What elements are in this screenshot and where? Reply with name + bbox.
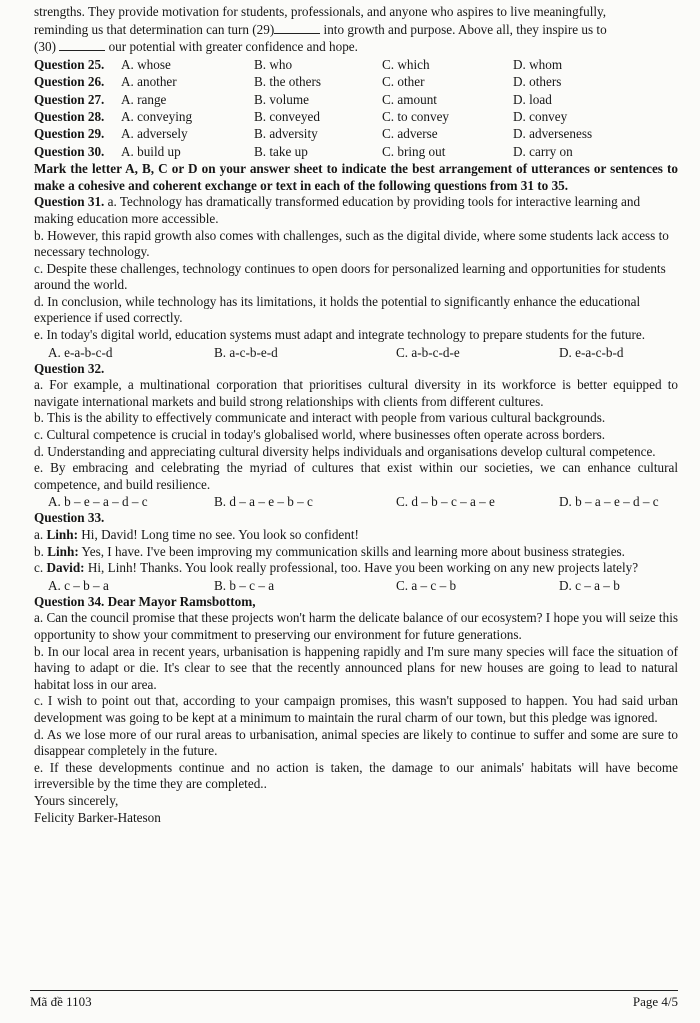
question-label: Question 25. <box>34 56 105 72</box>
option-a: A. another <box>121 74 177 90</box>
section-instruction: Mark the letter A, B, C or D on your answer sheet to indicate the best arrangement of utterances or sentences to make a cohesive and coherent exchange or text in each of the following questions from 31 to 35. <box>34 161 678 193</box>
option-b: B. conveyed <box>254 108 320 124</box>
utterance-text: Hi, David! Long time no see. You look so confident! <box>77 527 359 542</box>
question-list <box>34 56 678 160</box>
question-row-29 <box>34 125 678 142</box>
sentence-c: c. I wish to point out that, according to your campaign promises, this wasn't supposed to happen. You had said urban development was going to be kept at a minimum to maintain the rural charm of our town, but this pledge was ignored. <box>34 693 678 725</box>
answer-options <box>34 493 678 510</box>
page-number: Page 4/5 <box>632 994 678 1009</box>
question-34 <box>34 594 678 826</box>
exam-code: Mã đề 1103 <box>30 994 92 1009</box>
option-a: A. build up <box>121 143 181 159</box>
utterance-text: Hi, Linh! Thanks. You look really professional, too. Have you been working on any new projects lately? <box>84 560 639 576</box>
option-a: A. e-a-b-c-d <box>48 344 113 360</box>
passage-text: reminding us that determination can turn (29) <box>34 21 275 37</box>
option-c: C. which <box>382 56 430 72</box>
utterance-text: Yes, I have. I've been improving my communication skills and learning more about business strategies. <box>78 543 625 559</box>
sentence-a: a. For example, a multinational corporation that prioritises cultural diversity in its workforce is better equipped to navigate international markets and build strong relationships with clients from different cultures. <box>34 377 678 409</box>
question-31 <box>34 194 678 360</box>
sentence-d: d. Understanding and appreciating cultural diversity helps individuals and organisations develop cultural competence. <box>34 443 656 459</box>
option-d: D. e-a-c-b-d <box>559 344 624 360</box>
question-label: Question 29. <box>34 126 105 142</box>
question-row-28 <box>34 108 678 125</box>
sentence-d: d. In conclusion, while technology has its limitations, it holds the potential to significantly enhance the educational experience if used correctly. <box>34 293 641 326</box>
letter-closing: Yours sincerely, <box>34 792 119 808</box>
blank-29 <box>274 21 320 34</box>
option-d: D. carry on <box>513 143 573 159</box>
option-a: A. whose <box>121 56 171 72</box>
sentence-e: e. In today's digital world, education systems must adapt and integrate technology to prepare students for the future. <box>34 327 646 343</box>
question-row-26 <box>34 73 678 90</box>
question-32 <box>34 361 678 511</box>
question-label: Question 27. <box>34 91 105 107</box>
letter-signature: Felicity Barker-Hateson <box>34 809 161 825</box>
option-c: C. a-b-c-d-e <box>396 344 460 360</box>
option-c: C. d – b – c – a – e <box>396 494 495 510</box>
option-b: B. b – c – a <box>214 577 275 593</box>
option-d: D. adverseness <box>513 126 593 142</box>
option-d: D. load <box>513 91 552 107</box>
option-a: A. b – e – a – d – c <box>48 494 148 510</box>
question-label: Question 33. <box>34 510 105 526</box>
utterance-letter: a. <box>34 527 47 542</box>
option-c: C. a – c – b <box>396 577 457 593</box>
sentence-b: b. This is the ability to effectively communicate and interact with people from various cultural backgrounds. <box>34 410 606 426</box>
option-b: B. who <box>254 56 293 72</box>
utterance-letter: b. <box>34 543 48 559</box>
question-label: Question 30. <box>34 143 105 159</box>
speaker-name: David: <box>46 560 85 576</box>
sentence-a: a. Can the council promise that these projects won't harm the delicate balance of our ecosystem? I hope you will seize this opportunity to show your commitment to preserving our environment for future generations. <box>34 610 678 642</box>
option-a: A. adversely <box>121 126 188 142</box>
speaker-name: Linh: <box>47 543 79 559</box>
question-33 <box>34 510 678 593</box>
passage-text: (30) <box>34 39 60 55</box>
option-d: D. c – a – b <box>559 577 620 593</box>
option-d: D. others <box>513 74 562 90</box>
question-row-27 <box>34 91 678 108</box>
question-31-line-a <box>34 194 678 227</box>
passage-text: into growth and purpose. Above all, they inspire us to <box>320 21 607 37</box>
option-c: C. amount <box>382 91 437 107</box>
option-b: B. take up <box>254 143 308 159</box>
sentence-b: b. In our local area in recent years, urbanisation is happening rapidly and I'm sure many species will face the situation of having to adapt or die. It's clear to see that the recently announced plans for new houses are going to lead to natural habitat loss in our area. <box>34 643 678 692</box>
sentence-d: d. As we lose more of our rural areas to urbanisation, animal species are likely to continue to suffer and some are sure to disappear completely in the future. <box>34 726 678 759</box>
option-c: C. to convey <box>382 108 450 124</box>
option-a: A. range <box>121 91 167 107</box>
question-label: Question 26. <box>34 74 105 90</box>
sentence-b: b. However, this rapid growth also comes with challenges, such as the digital divide, where some students lack access to necessary technology. <box>34 227 669 260</box>
question-label: Question 32. <box>34 360 105 376</box>
option-b: B. adversity <box>254 126 318 142</box>
question-row-30 <box>34 143 678 160</box>
option-c: C. other <box>382 74 425 90</box>
passage-line <box>34 21 678 39</box>
passage-line: strengths. They provide motivation for students, professionals, and anyone who aspires to live meaningfully, <box>34 4 607 19</box>
exam-page <box>34 4 678 826</box>
option-d: D. whom <box>513 56 563 72</box>
option-b: B. volume <box>254 91 309 107</box>
sentence-a: a. Technology has dramatically transformed education by providing tools for interactive learning and making education more accessible. <box>34 194 641 226</box>
passage-text: our potential with greater confidence and hope. <box>105 39 358 55</box>
question-row-25 <box>34 56 678 73</box>
option-d: D. convey <box>513 108 568 124</box>
answer-options <box>34 577 678 594</box>
option-a: A. c – b – a <box>48 577 109 593</box>
option-c: C. adverse <box>382 126 438 142</box>
option-a: A. conveying <box>121 108 193 124</box>
question-34-heading <box>34 594 678 611</box>
utterance-b <box>34 544 678 561</box>
answer-options <box>34 344 678 361</box>
speaker-name: Linh: <box>46 527 78 542</box>
utterance-a <box>34 527 678 544</box>
option-c: C. bring out <box>382 143 446 159</box>
sentence-c: c. Despite these challenges, technology continues to open doors for personalized learning and opportunities for students around the world. <box>34 260 666 293</box>
question-label: Question 28. <box>34 108 105 124</box>
sentence-e: e. If these developments continue and no action is taken, the damage to our animals' habitats will have become irreversible by the time they are completed.. <box>34 759 678 792</box>
utterance-letter: c. <box>34 560 47 576</box>
page-footer <box>30 990 678 1011</box>
letter-greeting: Dear Mayor Ramsbottom, <box>104 593 256 609</box>
option-d: D. b – a – e – d – c <box>559 494 659 510</box>
passage-line <box>34 38 678 56</box>
sentence-e: e. By embracing and celebrating the myriad of cultures that exist within our societies, we can enhance cultural competence, and build resilience. <box>34 460 678 492</box>
utterance-c <box>34 560 678 577</box>
question-label: Question 31. <box>34 194 105 210</box>
blank-30 <box>59 38 105 51</box>
option-b: B. the others <box>254 74 322 90</box>
question-label: Question 34. <box>34 593 105 609</box>
option-b: B. d – a – e – b – c <box>214 494 313 510</box>
option-b: B. a-c-b-e-d <box>214 344 278 360</box>
sentence-c: c. Cultural competence is crucial in today's globalised world, where businesses often operate across borders. <box>34 427 606 443</box>
